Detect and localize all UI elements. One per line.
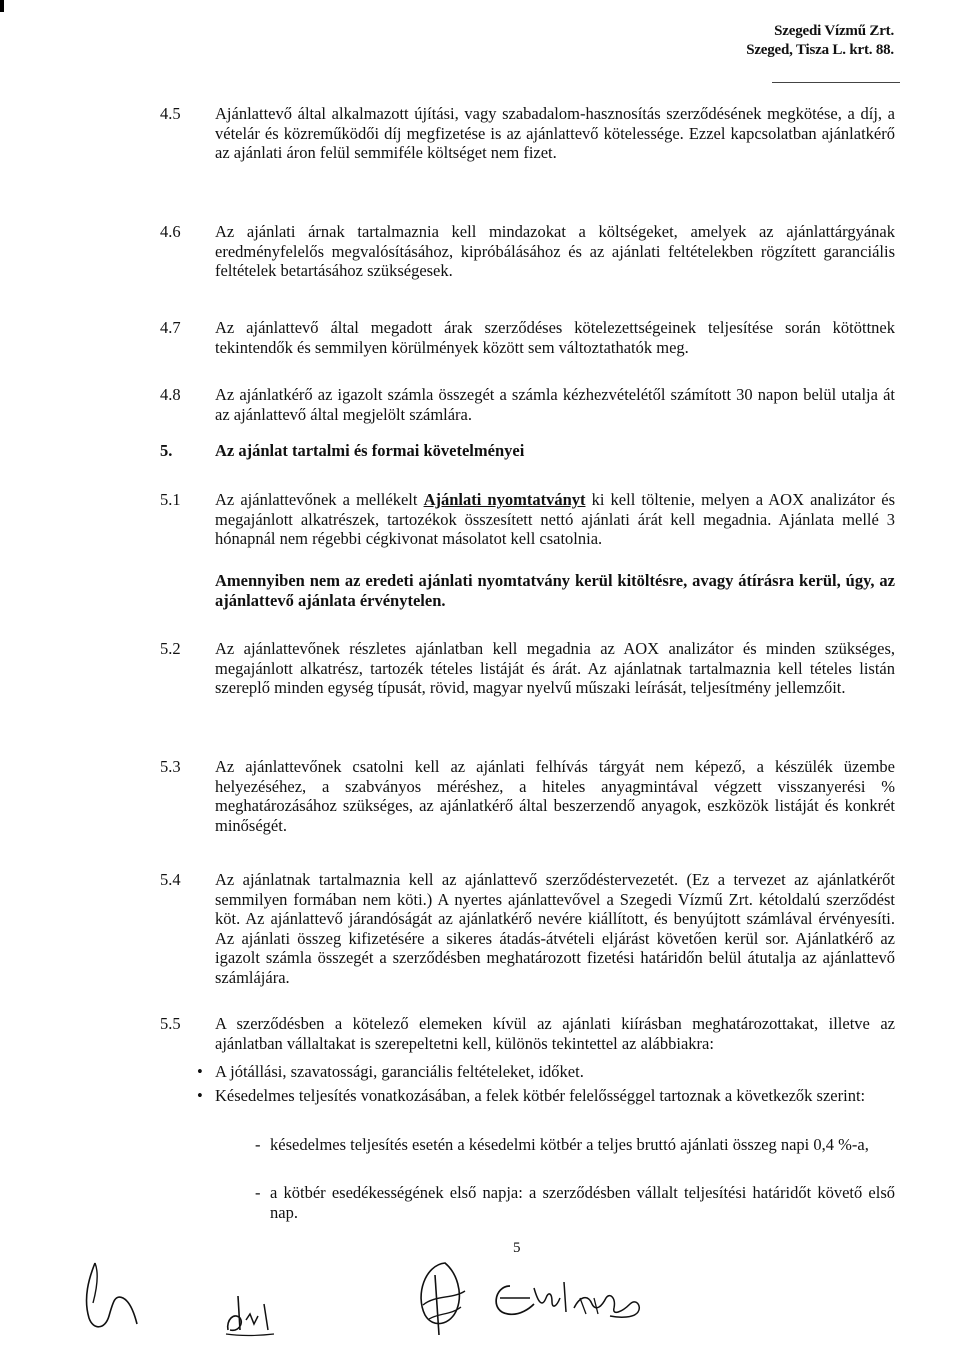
text-before: Az ajánlattevőnek a mellékelt <box>215 490 424 509</box>
list-item <box>160 1086 895 1106</box>
section-text <box>215 490 895 549</box>
section-5-2 <box>160 639 895 698</box>
letterhead <box>746 22 894 60</box>
scan-edge-mark <box>0 0 4 12</box>
section-number: 4.5 <box>160 104 181 123</box>
warning-text: Amennyiben nem az eredeti ajánlati nyomtatvány kerül kitöltésre, avagy átírásra kerül, úgy, az ajánlattevő ajánlata érvénytelen. <box>215 571 895 610</box>
section-4-6 <box>160 222 895 281</box>
section-text: Az ajánlatkérő az igazolt számla összegét a számla kézhezvételétől számított 30 napon belül utalja át az ajánlattevő által megjelölt számlára. <box>215 385 895 424</box>
section-number: 4.7 <box>160 318 181 337</box>
bullet-glyph: • <box>197 1062 203 1081</box>
company-name: Szegedi Vízmű Zrt. <box>774 23 894 39</box>
page-number: 5 <box>513 1240 521 1256</box>
section-text: Ajánlattevő által alkalmazott újítási, vagy szabadalom-hasznosítás szerződésének megkötése, a díj, a vételár és közreműködői díj megfizetése is az ajánlattevő kötelessége. Ezzel kapcsolatban ajánlatkérő az ajánlati áron felül semmiféle költséget nem fizet. <box>215 104 895 162</box>
section-5-heading <box>160 441 895 461</box>
section-number: 5.1 <box>160 490 181 509</box>
initials-signature-1 <box>75 1258 145 1338</box>
dash-text: a kötbér esedékességének első napja: a szerződésben vállalt teljesítési határidőt követő első nap. <box>270 1183 895 1222</box>
company-address: Szeged, Tisza L. krt. 88. <box>746 42 894 58</box>
signature-3 <box>405 1255 485 1345</box>
section-text: Az ajánlattevőnek részletes ajánlatban kell megadnia az AOX analizátor és minden szükséges, megajánlott alkatrész, tartozék tételes listáját és árát. Az ajánlatnak tartalmaznia kell tételes listán szereplő minden egység típusát, rövid, magyar nyelvű műszaki leírását, teljesítmény jellemzőit. <box>215 639 895 697</box>
section-number: 5.5 <box>160 1014 181 1033</box>
section-5-3 <box>160 757 895 835</box>
bullet-text: A jótállási, szavatossági, garanciális feltételeket, időket. <box>215 1062 584 1081</box>
section-4-5 <box>160 104 895 163</box>
dash-glyph: - <box>255 1135 261 1154</box>
list-item <box>160 1183 895 1222</box>
section-4-7 <box>160 318 895 357</box>
section-text: Az ajánlattevőnek csatolni kell az ajánlati felhívás tárgyát nem képező, a készülék üzembe helyezéséhez, a szabványos méréshez, a hiteles anyagmintával végzett visszanyerési % meghatározásához szükséges, az ajánlatkérő által beszerzendő anyagok, eszközök listáját és konkrét minőségét. <box>215 757 895 835</box>
section-text: Az ajánlati árnak tartalmaznia kell mindazokat a költségeket, amelyek az ajánlattárgyának eredményfelelős megvalósításához, kipróbálásához és az ajánlati feltételekben rögzített garanciális feltételek betartásához szükségesek. <box>215 222 895 280</box>
bullet-text: Késedelmes teljesítés vonatkozásában, a felek kötbér felelősséggel tartoznak a következők szerint: <box>215 1086 866 1105</box>
initials-signature-2 <box>220 1290 280 1340</box>
dash-text: késedelmes teljesítés esetén a késedelmi kötbér a teljes bruttó ajánlati összeg napi 0,4 %-a, <box>270 1135 869 1154</box>
form-reference: Ajánlati nyomtatványt <box>423 490 586 509</box>
header-rule <box>772 82 900 83</box>
section-number: 4.6 <box>160 222 181 241</box>
section-5-1-warning <box>160 571 895 610</box>
section-4-8 <box>160 385 895 424</box>
list-item <box>160 1062 895 1082</box>
section-text: Az ajánlatnak tartalmaznia kell az ajánlattevő szerződéstervezetét. (Ez a tervezet az ajánlatkérőt semmilyen formában nem köti.) A nyertes ajánlattevővel a Szegedi Vízmű Zrt. kétoldalú szerződést köt. Az ajánlattevő járandóságát az ajánlatkérő nevére kiállított, és benyújtott számlával érvényesíti. Az ajánlati összeg kifizetésére a sikeres átadás-átvételi eljárást követően kerül sor. Ajánlatkérő az igazolt számla összegét a szerződésben meghatározott fizetési határidőn belül átutalja az ajánlattevő számlájára. <box>215 870 895 987</box>
section-5-4 <box>160 870 895 987</box>
section-number: 4.8 <box>160 385 181 404</box>
section-number: 5.3 <box>160 757 181 776</box>
section-text: A szerződésben a kötelező elemeken kívül az ajánlati kiírásban meghatározottakat, illetve az ajánlatban vállaltakat is szerepeltetni kell, különös tekintettel az alábbiakra: <box>215 1014 895 1053</box>
section-5-5 <box>160 1014 895 1053</box>
dash-glyph: - <box>255 1183 261 1202</box>
section-number: 5.2 <box>160 639 181 658</box>
list-item <box>160 1135 895 1155</box>
section-heading-text: Az ajánlat tartalmi és formai követelményei <box>215 441 525 460</box>
section-5-1 <box>160 490 895 549</box>
section-number: 5. <box>160 441 173 460</box>
signature-4 <box>490 1268 650 1338</box>
bullet-glyph: • <box>197 1086 203 1105</box>
text-after: ki kell töltenie, melyen a AOX analizátor és megajánlott alkatrészek, tartozékok összesített nettó ajánlati árát kell megadnia. Ajánlata mellé 3 hónapnál nem régebbi cégkivonat másolatot kell csatolnia. <box>215 490 895 548</box>
section-number: 5.4 <box>160 870 181 889</box>
section-text: Az ajánlattevő által megadott árak szerződéses kötelezettségeinek teljesítése során kötöttnek tekintendők és semmilyen körülmények között sem változtathatók meg. <box>215 318 895 357</box>
